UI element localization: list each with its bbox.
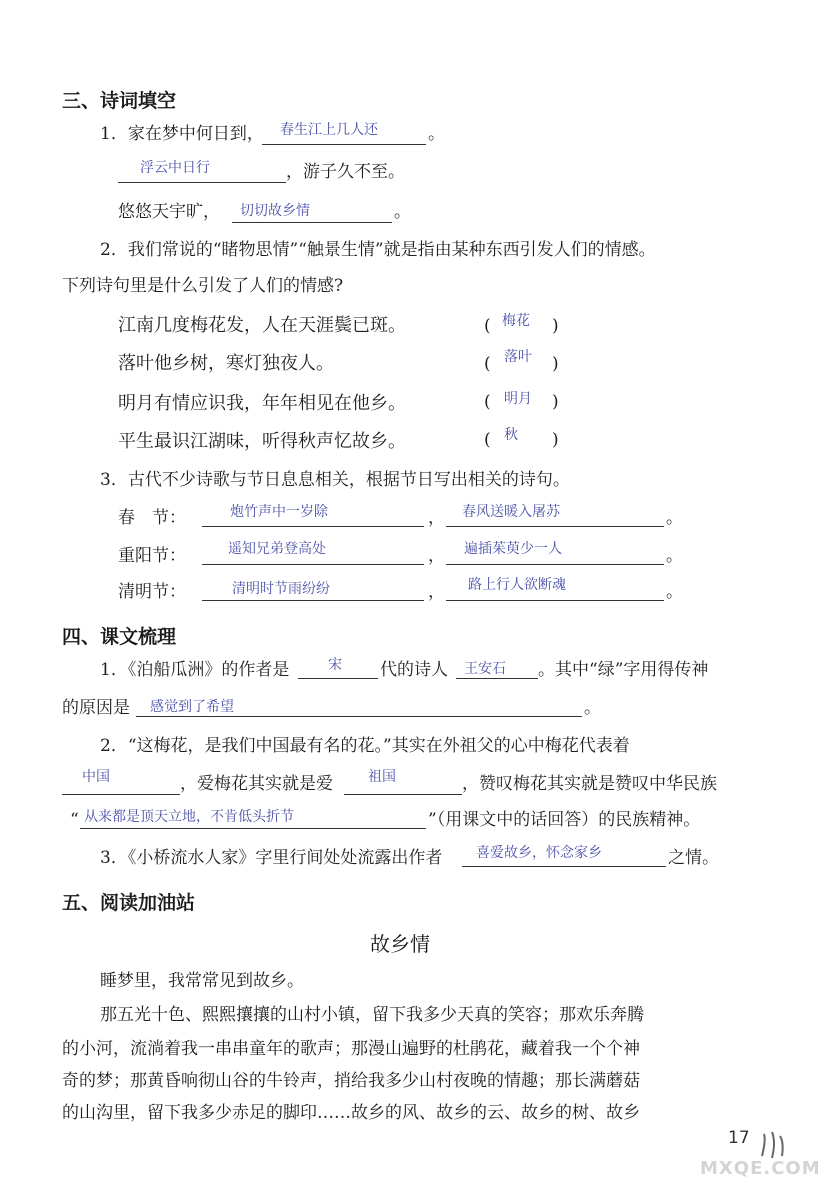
q1-line-2: ，游子久不至。 xyxy=(286,162,405,182)
paren-open: ( xyxy=(484,430,491,450)
festival-name: 春 节： xyxy=(118,508,186,528)
poem-answer[interactable]: 梅花 xyxy=(502,313,530,329)
poem-line: 落叶他乡树，寒灯独夜人。 xyxy=(118,353,334,374)
paren-close: ) xyxy=(552,430,559,450)
q2-line-1: 2．我们常说的“睹物思情”“触景生情”就是指由某种东西引发人们的情感。 xyxy=(100,240,656,260)
paren-open: ( xyxy=(484,392,491,412)
section-4-title: 四、课文梳理 xyxy=(62,626,177,648)
article-line: 的山沟里，留下我多少赤足的脚印……故乡的风、故乡的云、故乡的树、故乡 xyxy=(62,1103,640,1123)
section-3-title: 三、诗词填空 xyxy=(62,90,177,112)
article-title: 故乡情 xyxy=(370,932,430,956)
s4-q2-answer-1: 中国 xyxy=(82,769,110,785)
period: 。 xyxy=(666,508,683,528)
section-5-title: 五、阅读加油站 xyxy=(62,892,196,914)
poem-answer[interactable]: 明月 xyxy=(504,391,532,407)
period: 。 xyxy=(666,582,683,602)
festival-answer-1: 清明时节雨纷纷 xyxy=(232,581,330,597)
comma: ， xyxy=(428,508,445,528)
s4-q3-prompt: 3．《小桥流水人家》字里行间处处流露出作者 xyxy=(100,848,443,868)
poem-line: 江南几度梅花发，人在天涯鬓已斑。 xyxy=(118,315,406,336)
q1-end: 。 xyxy=(428,124,445,144)
corner-decoration-icon xyxy=(758,1130,788,1160)
q1-answer-1: 春生江上几人还 xyxy=(280,122,378,138)
paren-close: ) xyxy=(552,392,559,412)
poem-line: 平生最识江湖味，听得秋声忆故乡。 xyxy=(118,431,406,452)
s4-q2-mid: ，爱梅花其实就是爱 xyxy=(180,774,333,794)
paren-close: ) xyxy=(552,354,559,374)
period: 。 xyxy=(666,546,683,566)
q1-line-3-end: 。 xyxy=(394,202,411,222)
s4-q2-line-3-end: ”（用课文中的话回答）的民族精神。 xyxy=(428,810,701,830)
s4-q1-answer-2: 王安石 xyxy=(464,661,506,677)
article-paragraph-1: 睡梦里，我常常见到故乡。 xyxy=(100,971,304,991)
page-number: 17 xyxy=(728,1128,750,1148)
festival-answer-1: 炮竹声中一岁除 xyxy=(230,504,328,520)
s4-q1-line-2: 的原因是 xyxy=(62,698,130,718)
s4-q2-answer-2: 祖国 xyxy=(368,769,396,785)
q1-prompt: 1．家在梦中何日到， xyxy=(100,124,264,144)
festival-answer-1: 遥知兄弟登高处 xyxy=(228,541,326,557)
q1-answer-3: 切切故乡情 xyxy=(240,203,310,219)
comma: ， xyxy=(428,546,445,566)
q1-line-3: 悠悠天宇旷， xyxy=(118,202,220,222)
s4-q1-answer-1: 宋 xyxy=(328,657,342,673)
festival-answer-2: 路上行人欲断魂 xyxy=(468,577,566,593)
s4-q3-answer: 喜爱故乡，怀念家乡 xyxy=(476,845,602,861)
poem-line: 明月有情应识我，年年相见在他乡。 xyxy=(118,393,406,414)
s4-q3-end: 之情。 xyxy=(668,848,719,868)
q2-line-2: 下列诗句里是什么引发了人们的情感? xyxy=(62,276,344,296)
poem-answer[interactable]: 秋 xyxy=(504,427,518,443)
s4-q2-quote-open: “ xyxy=(70,810,79,830)
festival-answer-2: 遍插茱萸少一人 xyxy=(464,541,562,557)
q3-prompt: 3．古代不少诗歌与节日息息相关，根据节日写出相关的诗句。 xyxy=(100,470,570,490)
s4-q1-prompt: 1．《泊船瓜洲》的作者是 xyxy=(100,660,290,680)
s4-q2-answer-3: 从来都是顶天立地，不肯低头折节 xyxy=(84,809,294,825)
s4-q1-line-2-end: 。 xyxy=(584,698,601,718)
poem-answer[interactable]: 落叶 xyxy=(504,349,532,365)
festival-name: 重阳节： xyxy=(118,546,186,566)
paren-close: ) xyxy=(552,316,559,336)
article-line: 奇的梦；那黄昏响彻山谷的牛铃声，捎给我多少山村夜晚的情趣；那长满蘑菇 xyxy=(62,1071,640,1091)
watermark: MXQE.COM xyxy=(700,1158,821,1179)
s4-q1-mid: 代的诗人 xyxy=(380,660,448,680)
s4-q1-answer-3: 感觉到了希望 xyxy=(150,699,234,715)
article-line: 那五光十色、熙熙攘攘的山村小镇，留下我多少天真的笑容；那欢乐奔腾 xyxy=(100,1005,644,1025)
comma: ， xyxy=(428,582,445,602)
festival-answer-2: 春风送暖入屠苏 xyxy=(462,504,560,520)
paren-open: ( xyxy=(484,354,491,374)
paren-open: ( xyxy=(484,316,491,336)
s4-q1-end: 。其中“绿”字用得传神 xyxy=(538,660,709,680)
s4-q2-blank-1[interactable] xyxy=(62,772,180,795)
s4-q2-line-1: 2．“这梅花，是我们中国最有名的花。”其实在外祖父的心中梅花代表着 xyxy=(100,736,630,756)
s4-q2-end: ，赞叹梅花其实就是赞叹中华民族 xyxy=(462,774,717,794)
q1-answer-2: 浮云中日行 xyxy=(140,160,210,176)
s4-q2-blank-2[interactable] xyxy=(344,772,462,795)
festival-name: 清明节： xyxy=(118,582,186,602)
article-line: 的小河，流淌着我一串串童年的歌声；那漫山遍野的杜鹃花，藏着我一个个神 xyxy=(62,1039,640,1059)
